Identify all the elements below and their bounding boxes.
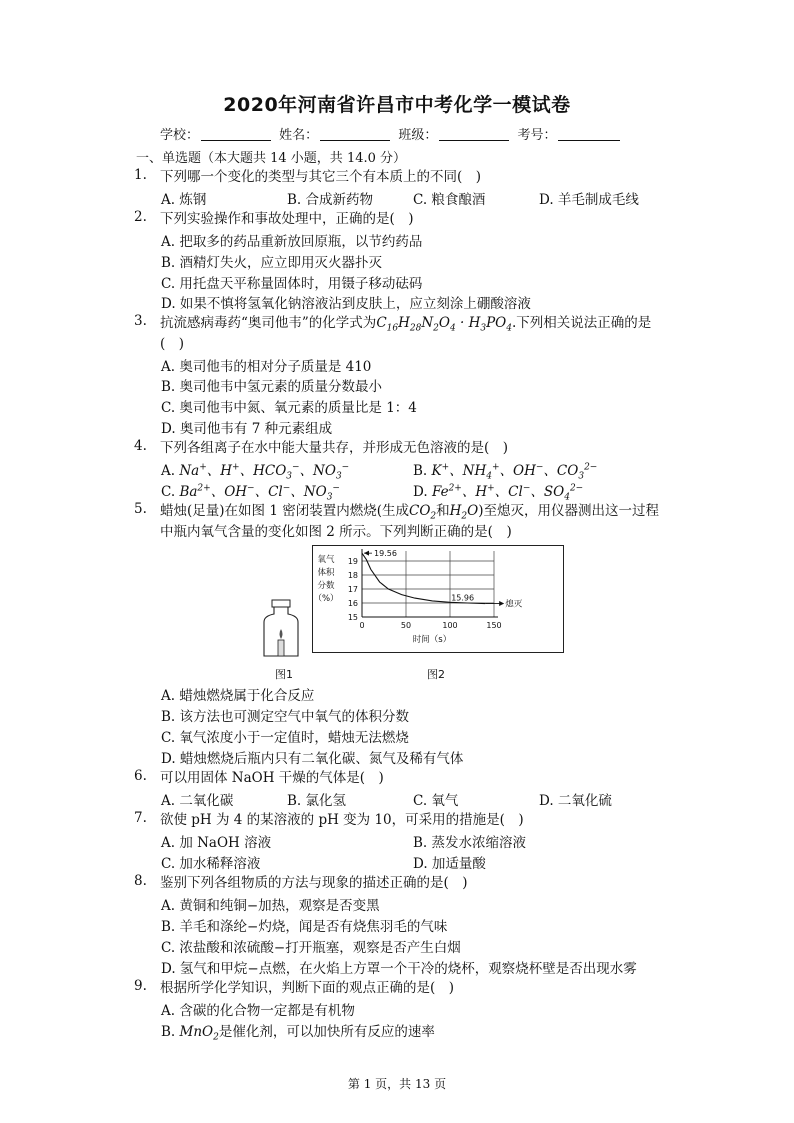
q5-number: 5. [134,501,147,517]
page-footer: 第 1 页，共 13 页 [347,1077,447,1091]
bottle-stopper [272,600,290,607]
q7-option-a: A. 加 NaOH 溶液 [161,835,272,851]
x-axis-label: 时间（s） [412,635,452,645]
q6-option-b: B. 氯化氢 [287,793,347,809]
extinguish-label: 熄灭 [505,599,523,610]
end-value-label: 15.96 [451,593,475,603]
start-value-label: 19.56 [374,549,397,559]
q5-option-b: B. 该方法也可测定空气中氧气的体积分数 [161,709,410,725]
q1-number: 1. [134,167,147,183]
y-tick-label: 15 [347,613,358,622]
class-label: 班级： [398,128,438,143]
x-tick-label: 50 [400,621,412,630]
q7-option-d: D. 加适量酸 [413,856,486,872]
q6-option-a: A. 二氧化碳 [161,793,234,809]
q4-number: 4. [134,438,147,454]
student-info-line [160,124,624,143]
y-tick-label: 18 [347,571,358,580]
y-tick-label: 17 [347,585,358,594]
q7-stem: 欲使 pH 为 4 的某溶液的 pH 变为 10，可采用的措施是( ) [160,812,524,828]
section-heading: 一、单选题（本大题共 14 小题，共 14.0 分） [136,151,407,166]
q3-option-a: A. 奥司他韦的相对分子质量是 410 [161,359,372,375]
school-label: 学校： [160,128,200,143]
candle [278,640,284,656]
q2-stem: 下列实验操作和事故处理中，正确的是( ) [160,211,414,227]
class-blank [439,128,509,141]
q2-option-d: D. 如果不慎将氢氧化钠溶液沾到皮肤上，应立刻涂上硼酸溶液 [161,296,531,312]
y-axis-label: 氧气 [317,555,335,565]
q3-option-d: D. 奥司他韦有 7 种元素组成 [161,421,333,437]
q9-stem: 根据所学化学知识，判断下面的观点正确的是( ) [160,980,455,996]
q7-option-b: B. 蒸发水浓缩溶液 [413,835,527,851]
x-tick-label: 150 [486,621,502,630]
q4-stem: 下列各组离子在水中能大量共存，并形成无色溶液的是( ) [160,440,509,456]
q5-option-c: C. 氧气浓度小于一定值时，蜡烛无法燃烧 [161,730,409,746]
q3-number: 3. [134,313,147,329]
q8-option-b: B. 羊毛和涤纶−灼烧，闻是否有烧焦羽毛的气味 [161,919,448,935]
q4-option-d: D. $Fe^{2+}$、H+、Cl−、$SO_4^{2-}$ [413,483,584,503]
y-axis-label: （%） [313,594,339,604]
y-tick-label: 16 [347,599,358,608]
q9-option-a: A. 含碳的化合物一定都是有机物 [161,1003,355,1019]
q2-option-a: A. 把取多的药品重新放回原瓶，以节约药品 [161,234,423,250]
exam-no-blank [558,128,620,141]
q9-option-b: B. MnO$_2$是催化剂，可以加快所有反应的速率 [161,1024,435,1043]
x-tick-label: 100 [442,621,458,630]
q3-stem: 抗流感病毒药“奥司他韦”的化学式为$C_{16}H_{28}N_2O_4 \cdot H_3PO_4$.下列相关说法正确的是 [160,315,652,334]
q2-option-b: B. 酒精灯失火，应立即用灭火器扑灭 [161,255,383,271]
exam-no-label: 考号： [517,128,557,143]
q2-number: 2. [134,209,147,225]
q6-option-d: D. 二氧化硫 [539,793,612,809]
q8-option-a: A. 黄铜和纯铜−加热，观察是否变黑 [161,898,380,914]
q1-option-d: D. 羊毛制成毛线 [539,192,639,208]
q8-option-d: D. 氢气和甲烷−点燃，在火焰上方罩一个干冷的烧杯，观察烧杯壁是否出现水雾 [161,961,637,977]
q5-option-d: D. 蜡烛燃烧后瓶内只有二氧化碳、氮气及稀有气体 [161,751,464,767]
q1-option-a: A. 炼钢 [161,192,207,208]
q8-option-c: C. 浓盐酸和浓硫酸−打开瓶塞，观察是否产生白烟 [161,940,461,956]
y-tick-label: 19 [347,557,358,566]
q3-option-c: C. 奥司他韦中氮、氧元素的质量比是 1：4 [161,400,417,416]
q4-option-a: A. Na+、H+、$HCO_3^-$、$NO_3^-$ [161,462,350,482]
y-axis-label: 分数 [317,581,335,591]
q7-number: 7. [134,810,147,826]
q8-number: 8. [134,873,147,889]
figure1-caption: 图1 [275,668,293,681]
page-title: 2020年河南省许昌市中考化学一模试卷 [223,94,571,116]
name-blank [320,128,390,141]
q6-number: 6. [134,768,147,784]
x-tick-label: 0 [359,621,365,630]
figure2-caption: 图2 [427,668,445,681]
q5-option-a: A. 蜡烛燃烧属于化合反应 [161,688,315,704]
y-axis-label: 体积 [317,568,335,578]
q5-stem: 蜡烛(足量)在如图 1 密闭装置内燃烧(生成$CO_2$和$H_2O$)至熄灭，用仪器测出这一过程 [160,503,659,522]
q1-option-b: B. 合成新药物 [287,192,374,208]
q6-stem: 可以用固体 NaOH 干燥的气体是( ) [160,770,384,786]
q7-option-c: C. 加水稀释溶液 [161,856,261,872]
q1-stem: 下列哪一个变化的类型与其它三个有本质上的不同( ) [160,169,482,185]
q3-option-b: B. 奥司他韦中氢元素的质量分数最小 [161,379,383,395]
q9-number: 9. [134,978,147,994]
q8-stem: 鉴别下列各组物质的方法与现象的描述正确的是( ) [160,875,468,891]
name-label: 姓名： [279,128,319,143]
q2-option-c: C. 用托盘天平称量固体时，用镊子移动砝码 [161,276,423,292]
oxygen-chart [312,545,564,653]
q4-option-c: C. $Ba^{2+}$、OH−、Cl−、$NO_3^-$ [161,483,340,503]
flame-icon [280,629,283,639]
q3-stem-continued: ( ) [160,336,185,352]
bottle-candle-figure [258,598,304,660]
school-blank [201,128,271,141]
q1-option-c: C. 粮食酿酒 [413,192,486,208]
q6-option-c: C. 氧气 [413,793,459,809]
q4-option-b: B. K+、$NH_4^+$、OH−、$CO_3^{2-}$ [413,462,598,482]
q5-stem-continued: 中瓶内氧气含量的变化如图 2 所示。下列判断正确的是( ) [160,524,512,540]
